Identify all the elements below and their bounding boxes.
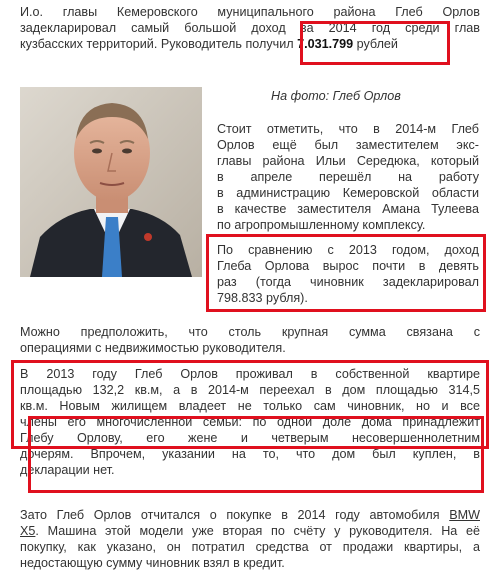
comparison-paragraph <box>217 242 479 306</box>
side-line: по агропромышленному комплексу. <box>217 218 426 232</box>
car-line <box>20 507 480 523</box>
side-line: в качестве заместителя Амана Тулеева <box>217 202 479 216</box>
intro-text: рублей <box>353 37 398 51</box>
property-line: В 2013 году Глеб Орлов проживал в собственной квартире <box>20 367 480 381</box>
car-paragraph <box>20 507 480 571</box>
comparison-line: Глеба Орлова вырос почти в девять <box>217 259 479 273</box>
car-line: покупку, как указано, он потратил средства от продажи квартиры, а <box>20 540 480 554</box>
intro-paragraph <box>20 4 480 52</box>
property-line: площадью 132,2 кв.м, а в 2014-м переехал в дом площадью 314,5 <box>20 383 480 397</box>
property-line: Глебу Орлову, его жене и четверым несовершеннолетним <box>20 431 480 445</box>
property-line: декларации нет. <box>20 463 115 477</box>
person-photo <box>20 87 202 277</box>
x5-link[interactable]: X5 <box>20 524 36 538</box>
comparison-line: 798.833 рубля). <box>217 291 308 305</box>
assumption-paragraph <box>20 324 480 356</box>
car-text: . Машина этой модели уже вторая по счёту у руководителя. На её <box>35 524 480 538</box>
property-line: дочерям. Впрочем, указании на то, что дом был куплен, в <box>20 447 480 461</box>
comparison-line: По сравнению с 2013 годом, доход <box>217 243 479 257</box>
portrait-image <box>20 87 202 277</box>
comparison-line: раз (тогда чиновник задекларировал <box>217 275 479 289</box>
side-paragraph <box>217 121 479 233</box>
side-line: Стоит отметить, что в 2014-м Глеб <box>217 122 479 136</box>
side-line: Орлов ещё был заместителем экс- <box>217 138 479 152</box>
side-line: в администрацию Кемеровской области <box>217 186 479 200</box>
bmw-link[interactable]: BMW <box>449 508 480 522</box>
property-line: члены его многочисленной семьи: по одной доле дома принадлежит <box>20 415 480 429</box>
car-line <box>20 523 480 539</box>
intro-line <box>20 36 480 52</box>
intro-line: И.о. главы Кемеровского муниципального района Глеб Орлов <box>20 5 480 19</box>
property-paragraph <box>20 366 480 478</box>
property-line: кв.м. Новым жилищем владеет не только сам чиновник, но и все <box>20 399 480 413</box>
intro-text: кузбасских территорий. Руководитель получил <box>20 37 298 51</box>
assumption-line: операциями с недвижимостью руководителя. <box>20 341 286 355</box>
side-line: в апреле перешёл на работу <box>217 170 479 184</box>
car-text: Зато Глеб Орлов отчитался о покупке в 2014 году автомобиля <box>20 508 450 522</box>
photo-caption: На фото: Глеб Орлов <box>271 89 401 103</box>
car-line: недостающую сумму чиновник взял в кредит. <box>20 556 285 570</box>
income-amount: 7.031.799 <box>297 37 354 51</box>
intro-line: задекларировал самый большой доход за 2014 год среди глав <box>20 21 480 35</box>
assumption-line: Можно предположить, что столь крупная сумма связана с <box>20 325 480 339</box>
side-line: главы района Ильи Середюка, который <box>217 154 479 168</box>
